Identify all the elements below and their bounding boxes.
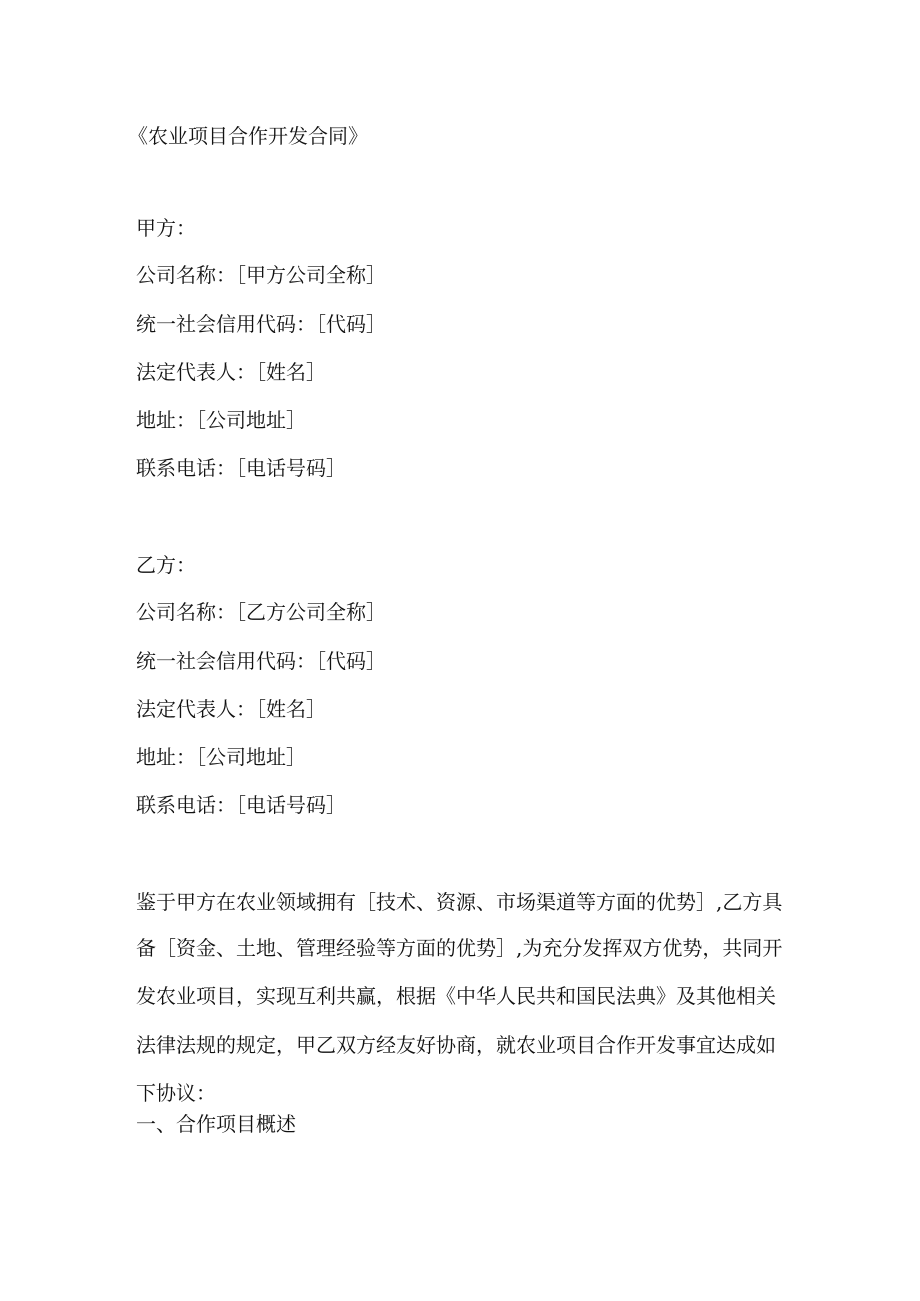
party-b-heading: 乙方：: [136, 553, 196, 577]
preamble-line: 鉴于甲方在农业领域拥有［技术、资源、市场渠道等方面的优势］,乙方具: [136, 890, 783, 914]
party-a-company-name: 公司名称：［甲方公司全称］: [136, 263, 386, 287]
section-1-heading: 一、合作项目概述: [136, 1112, 296, 1136]
party-b-address: 地址：［公司地址］: [136, 745, 306, 769]
party-b-legal-rep: 法定代表人：［姓名］: [136, 697, 326, 721]
party-a-heading: 甲方：: [136, 216, 196, 240]
party-b-credit-code: 统一社会信用代码：［代码］: [136, 649, 386, 673]
party-a-address: 地址：［公司地址］: [136, 408, 306, 432]
party-a-legal-rep: 法定代表人：［姓名］: [136, 360, 326, 384]
preamble-line: 下协议：: [136, 1081, 216, 1105]
party-b-phone: 联系电话：［电话号码］: [136, 793, 346, 817]
party-b-company-name: 公司名称：［乙方公司全称］: [136, 600, 386, 624]
preamble-line: 备［资金、土地、管理经验等方面的优势］,为充分发挥双方优势，共同开: [136, 936, 783, 960]
party-a-credit-code: 统一社会信用代码：［代码］: [136, 312, 386, 336]
preamble-line: 发农业项目，实现互利共赢，根据《中华人民共和国民法典》及其他相关: [136, 984, 776, 1008]
party-a-phone: 联系电话：［电话号码］: [136, 456, 346, 480]
preamble-line: 法律法规的规定，甲乙双方经友好协商，就农业项目合作开发事宜达成如: [136, 1033, 776, 1057]
document-title: 《农业项目合作开发合同》: [128, 124, 368, 148]
